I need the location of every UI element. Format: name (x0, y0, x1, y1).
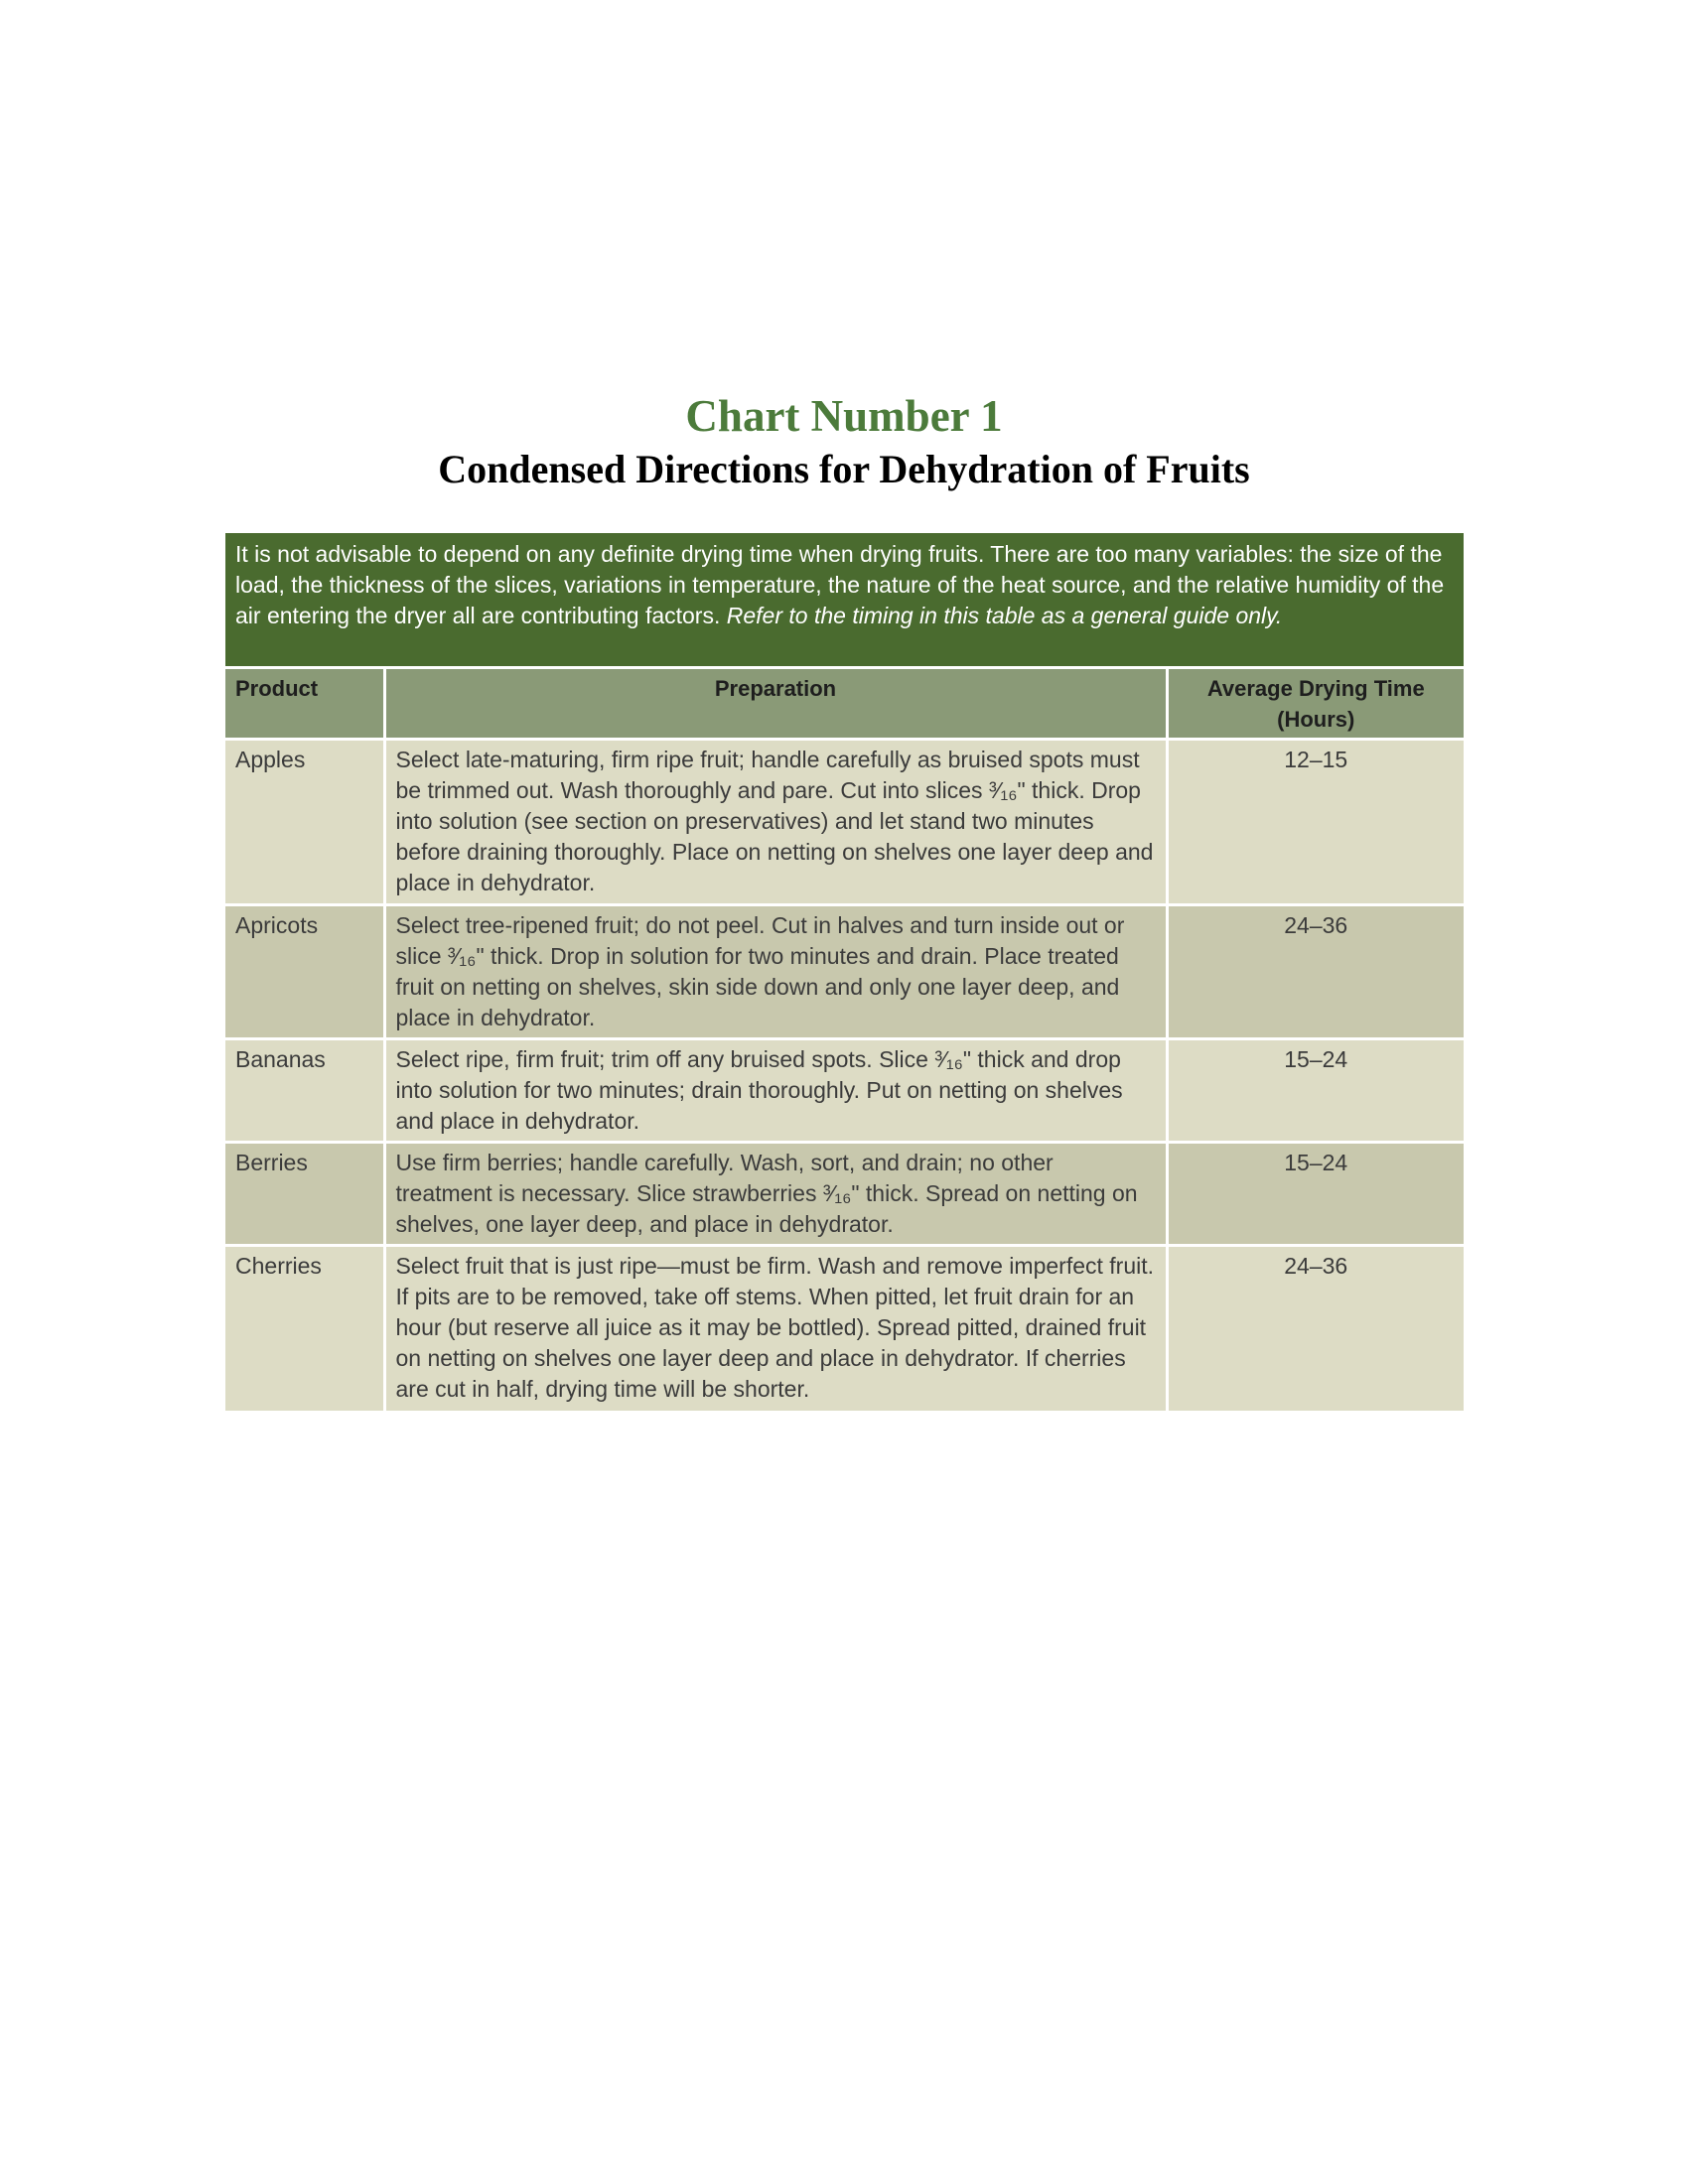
header-product: Product (225, 668, 384, 740)
intro-text: It is not advisable to depend on any definite drying time when drying fruits. There are too many variables: the size of the load, the thickness of the slices, variations in temperature, the nature of the heat source, and the relative humidity of the air entering the dryer all are contributing factors. (235, 541, 1445, 628)
product-cell: Apples (225, 740, 384, 905)
table-row (225, 905, 1464, 1039)
preparation-cell: Select ripe, firm fruit; trim off any bruised spots. Slice ³⁄₁₆" thick and drop into solution for two minutes; drain thoroughly. Put on netting on shelves and place in dehydrator. (384, 1039, 1167, 1143)
table-row (225, 1143, 1464, 1246)
table-row (225, 740, 1464, 905)
chart-subtitle: Condensed Directions for Dehydration of Fruits (438, 447, 1250, 491)
drying-time-cell: 24–36 (1167, 905, 1464, 1039)
drying-time-cell: 15–24 (1167, 1143, 1464, 1246)
product-cell: Bananas (225, 1039, 384, 1143)
drying-time-cell: 15–24 (1167, 1039, 1464, 1143)
chart-title: Chart Number 1 (685, 391, 1003, 441)
preparation-cell: Select tree-ripened fruit; do not peel. Cut in halves and turn inside out or slice ³⁄₁₆" thick. Drop in solution for two minutes and drain. Place treated fruit on netting on shelves, skin side down and only one layer deep, and place in dehydrator. (384, 905, 1167, 1039)
preparation-cell: Use firm berries; handle carefully. Wash, sort, and drain; no other treatment is necessary. Slice strawberries ³⁄₁₆" thick. Spread on netting on shelves, one layer deep, and place in dehydrator. (384, 1143, 1167, 1246)
product-cell: Berries (225, 1143, 384, 1246)
header-preparation: Preparation (384, 668, 1167, 740)
table-row (225, 1039, 1464, 1143)
product-cell: Apricots (225, 905, 384, 1039)
drying-time-cell: 12–15 (1167, 740, 1464, 905)
fruit-table (225, 666, 1464, 1411)
intro-italic: Refer to the timing in this table as a general guide only. (726, 603, 1283, 628)
intro-note (225, 533, 1464, 666)
header-drying-time: Average Drying Time (Hours) (1167, 668, 1464, 740)
product-cell: Cherries (225, 1246, 384, 1411)
table-row (225, 1246, 1464, 1411)
header-row (225, 668, 1464, 740)
preparation-cell: Select fruit that is just ripe—must be firm. Wash and remove imperfect fruit. If pits are to be removed, take off stems. When pitted, let fruit drain for an hour (but reserve all juice as it may be bottled). Spread pitted, drained fruit on netting on shelves one layer deep and place in dehydrator. If cherries are cut in half, drying time will be shorter. (384, 1246, 1167, 1411)
drying-time-cell: 24–36 (1167, 1246, 1464, 1411)
dehydration-chart (225, 533, 1464, 1411)
preparation-cell: Select late-maturing, firm ripe fruit; handle carefully as bruised spots must be trimmed out. Wash thoroughly and pare. Cut into slices ³⁄₁₆" thick. Drop into solution (see section on preservatives) and let stand two minutes before draining thoroughly. Place on netting on shelves one layer deep and place in dehydrator. (384, 740, 1167, 905)
